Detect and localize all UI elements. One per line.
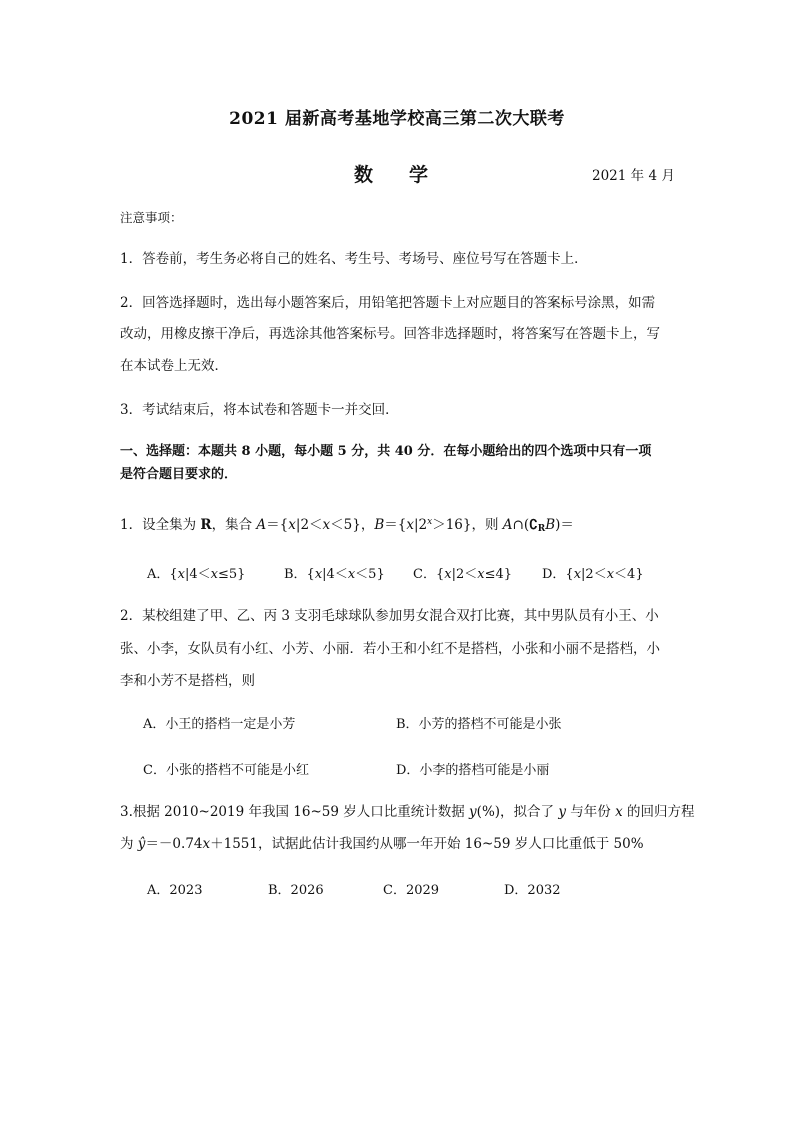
exam-title: 2021 届新高考基地学校高三第二次大联考	[229, 109, 565, 129]
question-2-line-3: 李和小芳不是搭档，则	[120, 673, 255, 689]
question-3-option-a: A．2023	[147, 883, 203, 898]
notice-item-2-line-3: 在本试卷上无效．	[120, 358, 228, 374]
question-2-line-1: 2．某校组建了甲、乙、丙 3 支羽毛球球队参加男女混合双打比赛，其中男队员有小王、小	[120, 608, 659, 624]
exam-date: 2021 年 4 月	[592, 168, 675, 184]
question-1-option-b: B．{x|4＜x＜5}	[284, 567, 385, 582]
question-3-option-d: D．2032	[504, 883, 561, 898]
question-3-option-b: B．2026	[268, 883, 324, 898]
question-2-line-2: 张、小李，女队员有小红、小芳、小丽．若小王和小红不是搭档，小张和小丽不是搭档，小	[120, 641, 660, 657]
question-3-line-2: 为 ŷ＝－0.74x＋1551，试据此估计我国约从哪一年开始 16~59 岁人口比重低于 50%	[120, 836, 644, 852]
question-1-option-c: C．{x|2＜x≤4}	[413, 567, 512, 582]
section-1-line-1: 一、选择题：本题共 8 小题，每小题 5 分，共 40 分．在每小题给出的四个选项中只有一项	[120, 444, 652, 459]
question-3-line-1: 3.根据 2010~2019 年我国 16~59 岁人口比重统计数据 y(%)，拟合了 y 与年份 x 的回归方程	[120, 804, 695, 820]
question-2-option-c: C．小张的搭档不可能是小红	[143, 763, 309, 778]
notice-item-2-line-1: 2．回答选择题时，选出每小题答案后，用铅笔把答题卡上对应题目的答案标号涂黑，如需	[120, 295, 656, 311]
notice-item-3: 3．考试结束后，将本试卷和答题卡一并交回．	[120, 402, 399, 418]
notice-item-1: 1．答卷前，考生务必将自己的姓名、考生号、考场号、座位号写在答题卡上．	[120, 251, 588, 267]
section-1-line-2: 是符合题目要求的．	[120, 467, 238, 482]
notice-heading: 注意事项：	[120, 210, 183, 225]
question-1-option-a: A．{x|4＜x≤5}	[147, 567, 246, 582]
question-2-option-d: D．小李的搭档可能是小丽	[396, 763, 550, 778]
notice-item-2-line-2: 改动，用橡皮擦干净后，再选涂其他答案标号。回答非选择题时，将答案写在答题卡上，写	[120, 326, 660, 342]
question-2-option-b: B．小芳的搭档不可能是小张	[396, 717, 562, 732]
question-2-option-a: A．小王的搭档一定是小芳	[143, 717, 296, 732]
question-3-option-c: C．2029	[383, 883, 440, 898]
question-1-stem: 1．设全集为 R，集合 A＝{x|2＜x＜5}，$B=\{x|2^x>16\}$，则 $A\cap(∁_RB)=$	[120, 517, 574, 534]
question-1-option-d: D．{x|2＜x＜4}	[542, 567, 644, 582]
subject-label: 数学	[354, 164, 465, 186]
